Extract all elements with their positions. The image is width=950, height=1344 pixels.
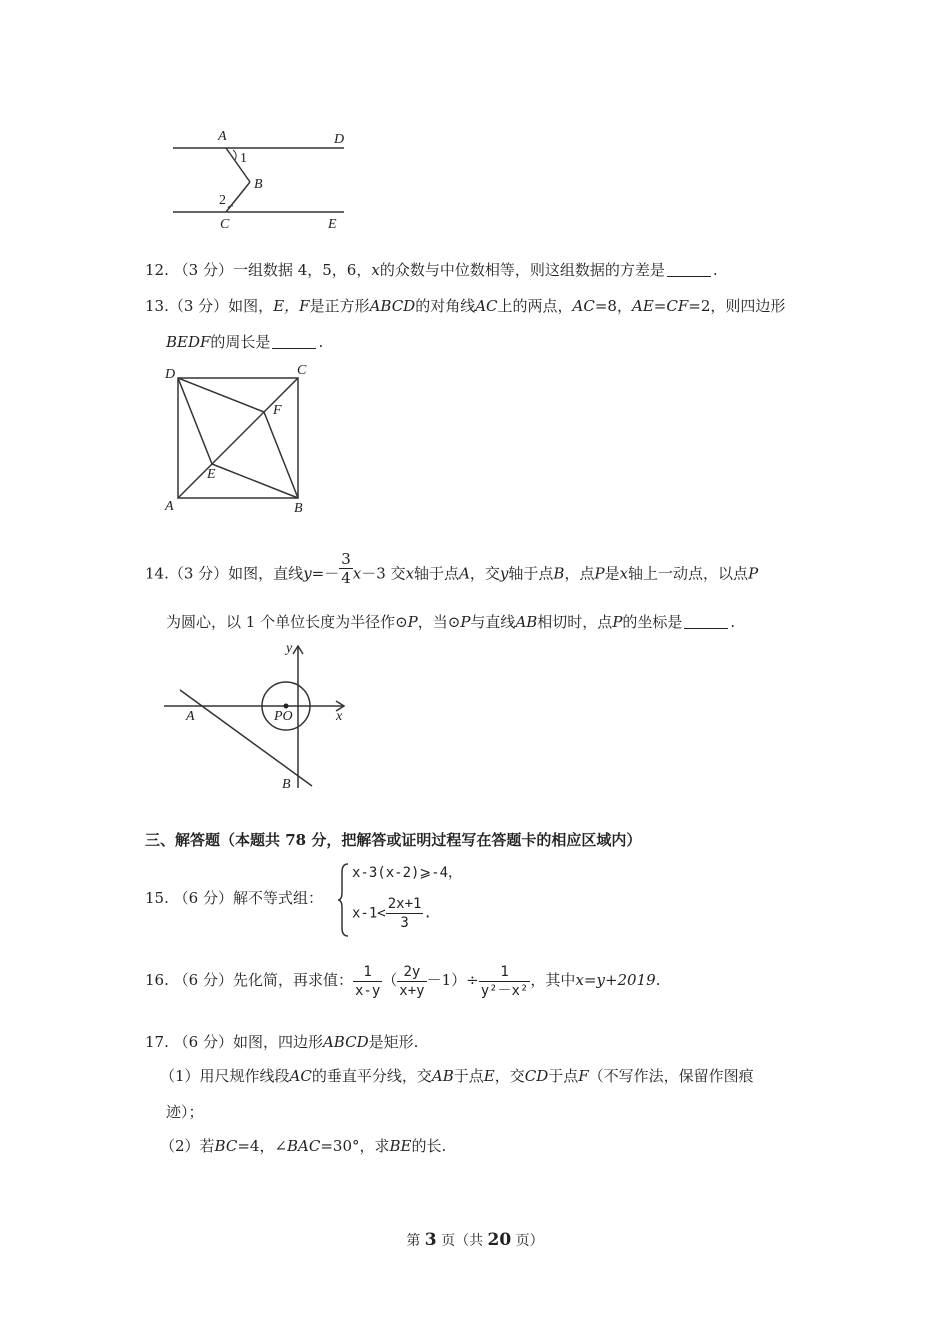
q16-f3-den: y²－x² xyxy=(480,982,529,999)
q14-end: . xyxy=(730,613,736,631)
q14-fraction xyxy=(339,550,353,587)
q16-minus1: －1）÷ xyxy=(426,971,479,989)
q17-e: E xyxy=(483,1067,495,1085)
q14-text-f: 是 xyxy=(604,564,620,583)
q16-f1-den: x-y xyxy=(354,982,381,999)
q13-ef: E，F xyxy=(273,297,310,315)
fig14-label-a: A xyxy=(186,709,195,724)
q12-text-b: 的众数与中位数相等，则这组数据的方差是 xyxy=(379,261,665,279)
q16-where: ，其中 xyxy=(530,971,576,989)
q13-answer-blank[interactable] xyxy=(272,334,316,349)
question-17-part1-line2: 迹）； xyxy=(166,1103,204,1121)
q15-brace xyxy=(338,862,350,938)
q14-text-b: 轴于点 xyxy=(414,564,460,583)
q14-minus3: －3 交 xyxy=(361,564,406,583)
q13-val2: =2，则四边形 xyxy=(688,297,786,315)
q12-end: . xyxy=(712,261,718,279)
q16-condition: x=y+2019 xyxy=(575,971,656,989)
q13-end: . xyxy=(318,333,324,351)
fig11-label-d: D xyxy=(334,132,345,147)
q12-var-x: x xyxy=(371,261,380,279)
q14-number: 14. xyxy=(145,564,169,583)
q13-bedf: BEDF xyxy=(166,333,211,351)
fig13-label-c: C xyxy=(297,363,307,378)
q17-number: 17. xyxy=(145,1033,169,1051)
q14-line2-e: 的坐标是 xyxy=(622,613,683,631)
q17-text-b: 是矩形. xyxy=(368,1033,419,1051)
q17-cd: CD xyxy=(524,1067,549,1085)
q15-inequality-2 xyxy=(352,895,432,932)
q14-var-x3: x xyxy=(619,564,629,583)
q14-point-a: A xyxy=(459,564,470,583)
question-17-part1 xyxy=(160,1066,754,1086)
q15-number: 15. xyxy=(145,889,169,907)
fig11-label-c: C xyxy=(220,217,230,232)
q16-f2-num: 2y xyxy=(397,963,426,982)
q17-abcd: ABCD xyxy=(322,1033,369,1051)
q15-ineq2-end: . xyxy=(423,905,432,922)
q13-cf: CF xyxy=(666,297,689,315)
q14-frac-den: 4 xyxy=(341,569,351,587)
q15-frac-num: 2x+1 xyxy=(387,896,422,912)
q15-text: 解不等式组： xyxy=(232,889,323,907)
fig14-label-y: y xyxy=(286,641,293,656)
footer-middle: 页（共 xyxy=(436,1233,488,1249)
figure-parallel-lines xyxy=(160,122,360,234)
q14-eq-minus: =－ xyxy=(311,564,340,583)
q17-p1-e: 于点 xyxy=(548,1067,579,1085)
q14-text-a: 如图，直线 xyxy=(228,564,304,583)
q14-line2-b: ，当⊙ xyxy=(417,613,461,631)
q16-f3-num: 1 xyxy=(479,963,531,982)
fig14-label-x: x xyxy=(336,709,343,724)
fig13-label-a: A xyxy=(165,499,174,514)
q13-score: （3 分） xyxy=(168,297,229,315)
fig11-label-b: B xyxy=(254,177,263,192)
q13-number: 13. xyxy=(145,297,169,315)
q14-point-p3: P xyxy=(407,613,418,631)
q14-frac-num: 3 xyxy=(341,550,351,568)
q17-bc: BC xyxy=(214,1137,238,1155)
q12-answer-blank[interactable] xyxy=(667,262,711,277)
question-13 xyxy=(145,296,785,316)
q17-f: F xyxy=(578,1067,589,1085)
footer-prefix: 第 xyxy=(406,1233,425,1249)
q12-text: 一组数据 4，5，6， xyxy=(232,261,372,279)
fig13-label-b: B xyxy=(294,501,303,516)
q16-text: 先化简，再求值： xyxy=(232,971,353,989)
q13-abcd: ABCD xyxy=(369,297,416,315)
fig13-label-d: D xyxy=(165,367,176,382)
q14-point-p: P xyxy=(594,564,605,583)
q16-score: （6 分） xyxy=(173,971,233,989)
q13-ac: AC xyxy=(475,297,498,315)
fig11-label-e: E xyxy=(328,217,337,232)
question-17-part2 xyxy=(160,1136,446,1156)
section-3-title: 三、解答题（本题共 78 分，把解答或证明过程写在答题卡的相应区域内） xyxy=(145,831,642,849)
q17-p1-a: （1）用尺规作线段 xyxy=(160,1067,290,1085)
q13-text-e: 的周长是 xyxy=(210,333,271,351)
q14-point-p2: P xyxy=(748,564,759,583)
q13-val8: =8， xyxy=(594,297,632,315)
q14-text-d: 轴于点 xyxy=(508,564,554,583)
question-17 xyxy=(145,1032,418,1052)
figure-coordinate xyxy=(160,638,360,798)
q14-var-y2: y xyxy=(499,564,509,583)
q12-score: （3 分） xyxy=(173,261,233,279)
fig11-label-2: 2 xyxy=(219,193,226,208)
q17-p1-d: ，交 xyxy=(494,1067,525,1085)
q14-point-p5: P xyxy=(612,613,623,631)
q14-point-p4: P xyxy=(460,613,471,631)
q17-p2-a: （2）若 xyxy=(160,1137,215,1155)
q14-score: （3 分） xyxy=(168,564,229,583)
q16-fraction-3 xyxy=(479,963,531,1000)
q16-f1-num: 1 xyxy=(353,963,382,982)
fig11-label-a: A xyxy=(218,129,227,144)
page-footer xyxy=(0,1230,950,1250)
q14-point-b: B xyxy=(553,564,565,583)
q14-var-x2: x xyxy=(405,564,415,583)
q14-answer-blank[interactable] xyxy=(684,614,728,629)
q15-frac-den: 3 xyxy=(400,915,409,931)
q17-p2-b: =4，∠ xyxy=(237,1137,288,1155)
question-14 xyxy=(145,550,759,587)
q16-fraction-2 xyxy=(397,963,426,1000)
question-15 xyxy=(145,888,323,908)
q15-ineq2-left: x-1< xyxy=(352,905,386,922)
q13-ac-eq: AC xyxy=(572,297,595,315)
q14-text-g: 轴上一动点，以点 xyxy=(628,564,749,583)
q15-score: （6 分） xyxy=(173,889,233,907)
fig13-label-e: E xyxy=(207,467,216,482)
fig11-label-1: 1 xyxy=(240,151,247,166)
q17-p1-b: 的垂直平分线，交 xyxy=(311,1067,432,1085)
q14-text-c: ，交 xyxy=(469,564,500,583)
q13-text-b: 是正方形 xyxy=(309,297,370,315)
q14-var-x: x xyxy=(352,564,362,583)
fig14-label-b: B xyxy=(282,777,291,792)
footer-suffix: 页） xyxy=(511,1233,544,1249)
question-14-line2 xyxy=(166,612,735,632)
q15-inequality-1: x-3(x-2)⩾-4， xyxy=(352,865,463,881)
q13-text-c: 的对角线 xyxy=(415,297,476,315)
q15-fraction xyxy=(386,895,424,932)
q14-line2-d: 相切时，点 xyxy=(537,613,613,631)
q17-ac: AC xyxy=(289,1067,312,1085)
question-12 xyxy=(145,260,718,280)
q16-end: . xyxy=(655,971,661,989)
q13-eq: = xyxy=(653,297,667,315)
q17-p1-c: 于点 xyxy=(453,1067,484,1085)
q14-line2-a: 为圆心，以 1 个单位长度为半径作⊙ xyxy=(166,613,408,631)
fig13-label-f: F xyxy=(273,403,282,418)
q17-p1-f: （不写作法，保留作图痕 xyxy=(588,1067,754,1085)
q13-ae: AE xyxy=(631,297,654,315)
q17-ab: AB xyxy=(431,1067,454,1085)
q14-text-e: ，点 xyxy=(564,564,595,583)
q14-line2-c: 与直线 xyxy=(470,613,516,631)
question-13-line2 xyxy=(166,332,323,352)
figure-square xyxy=(160,360,320,520)
q14-ab: AB xyxy=(515,613,538,631)
q17-bac: BAC xyxy=(287,1137,321,1155)
q16-f2-den: x+y xyxy=(399,982,425,999)
q17-be: BE xyxy=(389,1137,412,1155)
question-16 xyxy=(145,962,660,1000)
q16-open-paren: （ xyxy=(382,971,398,989)
q17-text-a: 如图，四边形 xyxy=(232,1033,323,1051)
q13-text-a: 如图， xyxy=(228,297,274,315)
q13-text-d: 上的两点， xyxy=(497,297,573,315)
footer-page-number: 3 xyxy=(424,1230,437,1250)
q14-var-y: y xyxy=(303,564,312,583)
q17-score: （6 分） xyxy=(173,1033,233,1051)
q17-p2-c: =30°，求 xyxy=(320,1137,390,1155)
fig14-label-po: PO xyxy=(274,709,293,724)
q17-p2-d: 的长. xyxy=(411,1137,447,1155)
q16-fraction-1 xyxy=(353,963,382,1000)
q16-number: 16. xyxy=(145,971,169,989)
q12-number: 12. xyxy=(145,261,169,279)
footer-total-pages: 20 xyxy=(487,1230,512,1250)
